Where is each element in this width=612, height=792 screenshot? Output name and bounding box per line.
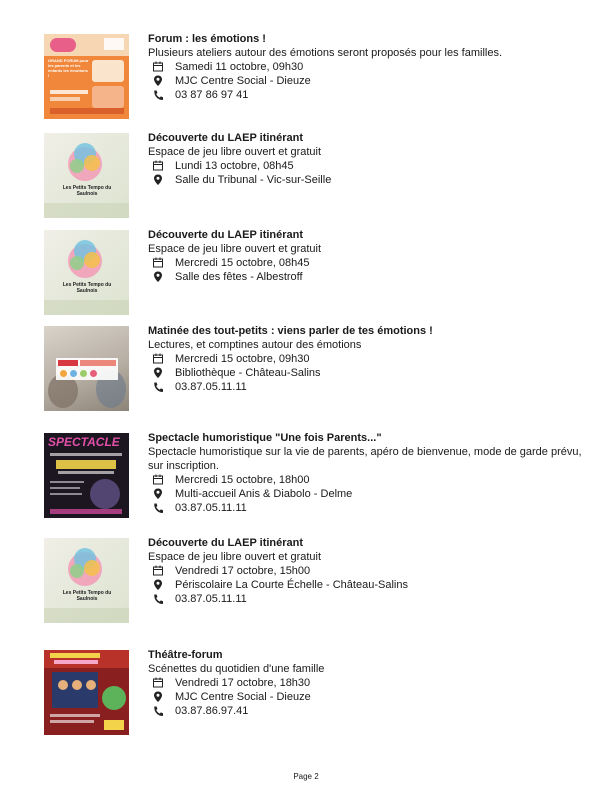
location-pin-icon	[152, 173, 164, 187]
event-place-text: Périscolaire La Courte Échelle - Château-Salins	[175, 579, 408, 591]
event-date	[148, 564, 584, 578]
event-date	[148, 60, 584, 74]
event-thumbnail	[44, 538, 129, 623]
event-phone-text: 03 87 86 97 41	[175, 89, 249, 101]
event-date	[148, 352, 584, 366]
event-date	[148, 256, 584, 270]
event-title: Découverte du LAEP itinérant	[148, 537, 304, 549]
calendar-icon	[152, 564, 164, 578]
event-place-text: MJC Centre Social - Dieuze	[175, 691, 311, 703]
event-item	[44, 326, 584, 411]
event-place	[148, 690, 584, 704]
calendar-icon	[152, 352, 164, 366]
event-thumbnail	[44, 230, 129, 315]
event-phone-text: 03.87.86.97.41	[175, 705, 249, 717]
event-title: Spectacle humoristique "Une fois Parents..."	[148, 432, 382, 444]
event-place	[148, 270, 584, 284]
event-title: Matinée des tout-petits : viens parler de tes émotions !	[148, 325, 433, 337]
poster-heading: GRAND FORUM pour les parents et les enfants les émotions !	[48, 58, 89, 78]
event-description: Espace de jeu libre ouvert et gratuit	[148, 551, 322, 563]
event-date	[148, 473, 584, 487]
event-phone	[148, 380, 584, 394]
event-description: Plusieurs ateliers autour des émotions seront proposés pour les familles.	[148, 47, 503, 59]
event-item	[44, 133, 584, 218]
event-date-text: Mercredi 15 octobre, 08h45	[175, 257, 310, 269]
event-place	[148, 487, 584, 501]
phone-icon	[152, 88, 164, 102]
event-date-text: Vendredi 17 octobre, 18h30	[175, 677, 311, 689]
event-date-text: Mercredi 15 octobre, 18h00	[175, 474, 310, 486]
calendar-icon	[152, 60, 164, 74]
event-date-text: Mercredi 15 octobre, 09h30	[175, 353, 310, 365]
event-title: Théâtre-forum	[148, 649, 223, 661]
poster-heading: SPECTACLE	[48, 435, 120, 449]
phone-icon	[152, 592, 164, 606]
calendar-icon	[152, 473, 164, 487]
phone-icon	[152, 704, 164, 718]
event-phone	[148, 501, 584, 515]
event-item	[44, 34, 584, 119]
event-place-text: Multi-accueil Anis & Diabolo - Delme	[175, 488, 353, 500]
event-date-text: Samedi 11 octobre, 09h30	[175, 61, 304, 73]
event-place	[148, 173, 584, 187]
event-description: Espace de jeu libre ouvert et gratuit	[148, 146, 322, 158]
event-description: Scénettes du quotidien d'une famille	[148, 663, 325, 675]
event-thumbnail	[44, 650, 129, 735]
event-date-text: Vendredi 17 octobre, 15h00	[175, 565, 311, 577]
event-place-text: Salle des fêtes - Albestroff	[175, 271, 303, 283]
event-place-text: MJC Centre Social - Dieuze	[175, 75, 311, 87]
event-title: Découverte du LAEP itinérant	[148, 132, 304, 144]
event-phone	[148, 704, 584, 718]
event-thumbnail	[44, 326, 129, 411]
event-description: Lectures, et comptines autour des émotions	[148, 339, 362, 351]
event-item	[44, 538, 584, 623]
event-item	[44, 433, 584, 518]
event-date	[148, 676, 584, 690]
event-phone-text: 03.87.05.11.11	[175, 593, 247, 605]
location-pin-icon	[152, 487, 164, 501]
event-date-text: Lundi 13 octobre, 08h45	[175, 160, 294, 172]
calendar-icon	[152, 676, 164, 690]
location-pin-icon	[152, 74, 164, 88]
event-title: Découverte du LAEP itinérant	[148, 229, 304, 241]
location-pin-icon	[152, 270, 164, 284]
event-phone	[148, 592, 584, 606]
laep-logo-text: Les Petits Tempo du Saulnois	[62, 282, 112, 294]
event-phone-text: 03.87.05.11.11	[175, 381, 247, 393]
event-place	[148, 366, 584, 380]
location-pin-icon	[152, 578, 164, 592]
event-item	[44, 650, 584, 735]
laep-logo-text: Les Petits Tempo du Saulnois	[62, 590, 112, 602]
event-thumbnail	[44, 34, 129, 119]
location-pin-icon	[152, 690, 164, 704]
calendar-icon	[152, 159, 164, 173]
calendar-icon	[152, 256, 164, 270]
location-pin-icon	[152, 366, 164, 380]
event-item	[44, 230, 584, 315]
event-phone	[148, 88, 584, 102]
event-thumbnail	[44, 433, 129, 518]
event-place-text: Bibliothèque - Château-Salins	[175, 367, 321, 379]
event-date	[148, 159, 584, 173]
event-title: Forum : les émotions !	[148, 33, 266, 45]
phone-icon	[152, 380, 164, 394]
event-description: Espace de jeu libre ouvert et gratuit	[148, 243, 322, 255]
event-place	[148, 74, 584, 88]
event-description: Spectacle humoristique sur la vie de parents, apéro de bienvenue, mode de garde prévu, sur inscription.	[148, 446, 582, 472]
event-place-text: Salle du Tribunal - Vic-sur-Seille	[175, 174, 332, 186]
phone-icon	[152, 501, 164, 515]
laep-logo-text: Les Petits Tempo du Saulnois	[62, 185, 112, 197]
event-place	[148, 578, 584, 592]
page-number: Page 2	[293, 772, 319, 781]
event-thumbnail	[44, 133, 129, 218]
event-phone-text: 03.87.05.11.11	[175, 502, 247, 514]
